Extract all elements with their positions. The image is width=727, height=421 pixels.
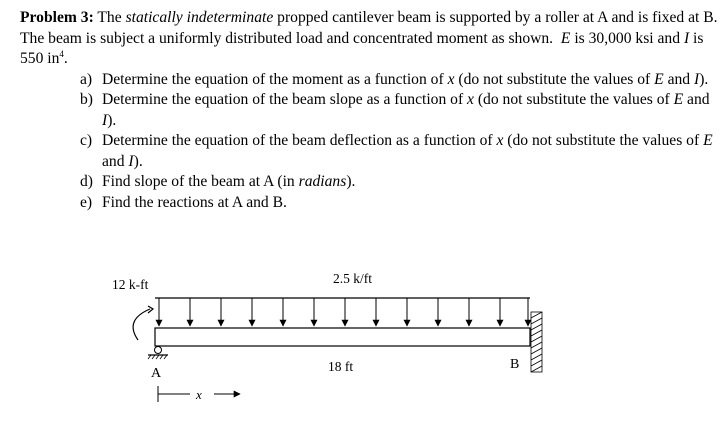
load-arrows bbox=[159, 298, 528, 326]
e-symbol: E bbox=[560, 29, 571, 47]
problem-label: Problem 3: bbox=[20, 9, 94, 26]
roller-support-a bbox=[148, 347, 168, 360]
support-a-label: A bbox=[151, 366, 162, 381]
moment-arc-icon bbox=[133, 309, 150, 340]
x-axis-label: x bbox=[196, 387, 202, 402]
moment-label: 12 k-ft bbox=[112, 277, 149, 292]
task-text: Determine the equation of the beam slope as a function of x (do not substitute the values of E and I). bbox=[102, 91, 710, 129]
task-marker: e) bbox=[80, 193, 93, 211]
task-text: Find slope of the beam at A (in radians). bbox=[102, 173, 356, 190]
task-text: Determine the equation of the beam deflection as a function of x (do not substitute the values of E and I). bbox=[102, 132, 713, 170]
task-marker: d) bbox=[80, 173, 93, 190]
e-text: is 30,000 ksi and bbox=[574, 29, 681, 47]
task-marker: b) bbox=[80, 91, 93, 108]
task-text: Find the reactions at A and B. bbox=[102, 193, 287, 211]
task-marker: a) bbox=[80, 70, 93, 88]
intro-text-body: propped cantilever beam is supported by a roller at A and is fixed at B. The beam is subject a uniformly distributed load and concentrated moment as shown. bbox=[20, 9, 718, 47]
beam bbox=[155, 328, 530, 346]
load-label: 2.5 k/ft bbox=[333, 271, 372, 286]
i-symbol: I bbox=[683, 29, 690, 47]
span-label: 18 ft bbox=[328, 359, 354, 374]
intro-term: statically indeterminate bbox=[125, 9, 274, 26]
support-b-label: B bbox=[510, 357, 520, 372]
i-end: . bbox=[63, 50, 68, 67]
i-exponent: 4 bbox=[59, 49, 64, 59]
task-text: Determine the equation of the moment as a function of x (do not substitute the values of E and I). bbox=[102, 70, 709, 88]
task-marker: c) bbox=[80, 132, 93, 149]
intro-text-start: The bbox=[97, 9, 122, 26]
i-text: is 550 in bbox=[20, 29, 704, 67]
fixed-support-b bbox=[531, 312, 542, 372]
